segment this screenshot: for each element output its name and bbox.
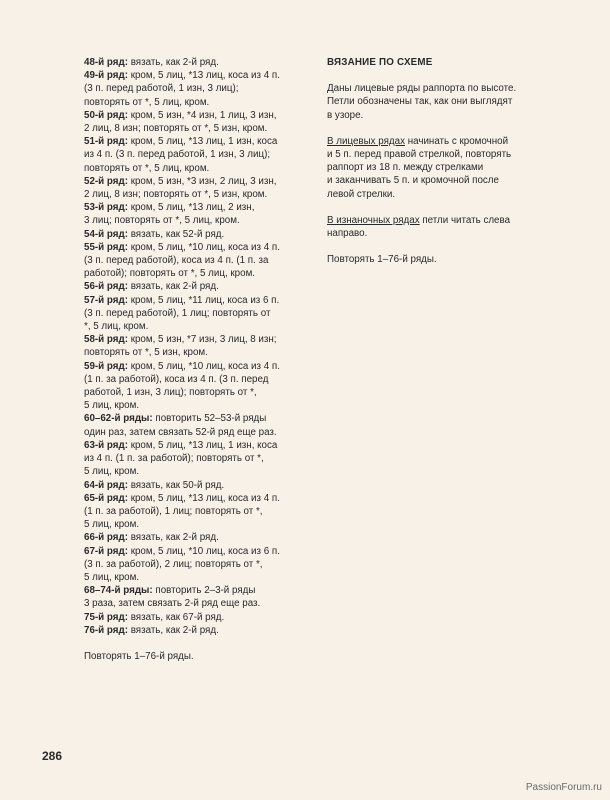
row-first-line	[84, 56, 324, 69]
pattern-row	[84, 69, 324, 109]
row-text: повторить 52–53-й ряды	[152, 413, 267, 425]
row-text: (1 п. за работой), 1 лиц; повторять от *,	[84, 505, 263, 517]
pattern-row	[84, 611, 324, 624]
row-label: 56-й ряд:	[84, 281, 128, 293]
row-text: 5 лиц, кром.	[84, 400, 140, 412]
right-side-rows-paragraph	[327, 135, 567, 201]
row-label: 49-й ряд:	[84, 70, 128, 82]
wrong-side-rows-label: В изнаночных рядах	[327, 214, 420, 226]
row-first-line	[84, 360, 324, 373]
rs-line-1: начинать с кромочной	[404, 135, 509, 147]
row-text: (1 п. за работой), коса из 4 п. (3 п. перед	[84, 373, 269, 385]
pattern-row	[84, 228, 324, 241]
watermark: PassionForum.ru	[525, 782, 602, 793]
row-text: кром, 5 лиц, *13 лиц, 1 изн, коса	[127, 136, 278, 148]
pattern-row	[84, 545, 324, 585]
row-line	[84, 214, 324, 227]
row-first-line	[84, 439, 324, 452]
row-line	[84, 188, 324, 201]
row-first-line	[84, 333, 324, 346]
row-text: 3 раза, затем связать 2-й ряд еще раз.	[84, 598, 261, 610]
row-text: повторять от *, 5 лиц, кром.	[84, 96, 210, 108]
pattern-row	[84, 479, 324, 492]
pattern-row	[84, 624, 324, 637]
row-line	[84, 307, 324, 320]
row-line	[84, 267, 324, 280]
row-text: (3 п. перед работой), коса из 4 п. (1 п. за	[84, 255, 269, 267]
intro-line-3: в узоре.	[327, 109, 364, 121]
spacer	[84, 637, 324, 650]
row-first-line	[84, 545, 324, 558]
row-first-line	[84, 201, 324, 214]
row-line	[84, 505, 324, 518]
row-text: вязать, как 2-й ряд.	[127, 281, 219, 293]
row-first-line	[84, 412, 324, 425]
row-text: *, 5 лиц, кром.	[84, 321, 149, 333]
row-text: кром, 5 изн, *4 изн, 1 лиц, 3 изн,	[127, 109, 277, 121]
row-first-line	[84, 492, 324, 505]
row-label: 68–74-й ряды:	[84, 585, 153, 597]
row-line	[84, 122, 324, 135]
row-text: кром, 5 лиц, *10 лиц, коса из 6 п.	[127, 545, 280, 557]
row-line	[84, 162, 324, 175]
row-text: 2 лиц, 8 изн; повторять от *, 5 изн, кром.	[84, 189, 268, 201]
row-first-line	[84, 135, 324, 148]
intro-line-1: Даны лицевые ряды раппорта по высоте.	[327, 83, 517, 95]
row-label: 67-й ряд:	[84, 545, 128, 557]
row-text: (3 п. перед работой, 1 изн, 3 лиц);	[84, 83, 239, 95]
row-line	[84, 96, 324, 109]
row-text: вязать, как 2-й ряд.	[127, 624, 219, 636]
row-first-line	[84, 479, 324, 492]
rs-line-4: и заканчивать 5 п. и кромочной после	[327, 175, 499, 187]
row-text: из 4 п. (1 п. за работой); повторять от *,	[84, 453, 264, 465]
row-text: вязать, как 67-й ряд.	[127, 611, 225, 623]
row-text: кром, 5 лиц, *13 лиц, коса из 4 п.	[127, 70, 280, 82]
row-text: кром, 5 лиц, *13 лиц, 2 изн,	[127, 202, 255, 214]
row-text: 5 лиц, кром.	[84, 571, 140, 583]
row-label: 64-й ряд:	[84, 479, 128, 491]
pattern-row	[84, 135, 324, 175]
row-text: кром, 5 лиц, *10 лиц, коса из 4 п.	[127, 241, 280, 253]
pattern-row	[84, 584, 324, 610]
pattern-row	[84, 294, 324, 334]
row-label: 63-й ряд:	[84, 439, 128, 451]
row-line	[84, 597, 324, 610]
row-line	[84, 386, 324, 399]
pattern-row	[84, 492, 324, 532]
left-footer-note: Повторять 1–76-й ряды.	[84, 650, 194, 662]
row-text: повторять от *, 5 изн, кром.	[84, 347, 208, 359]
left-column	[84, 56, 324, 663]
row-first-line	[84, 611, 324, 624]
row-label: 65-й ряд:	[84, 492, 128, 504]
right-column	[327, 56, 567, 279]
row-label: 52-й ряд:	[84, 175, 128, 187]
row-first-line	[84, 531, 324, 544]
row-text: 5 лиц, кром.	[84, 519, 140, 531]
row-label: 57-й ряд:	[84, 294, 128, 306]
row-label: 48-й ряд:	[84, 57, 128, 68]
row-line	[84, 426, 324, 439]
pattern-row	[84, 280, 324, 293]
row-line	[84, 465, 324, 478]
row-line	[84, 346, 324, 359]
row-label: 60–62-й ряды:	[84, 413, 153, 425]
row-line	[84, 399, 324, 412]
row-text: кром, 5 изн, *7 изн, 3 лиц, 8 изн;	[127, 334, 277, 346]
row-line	[84, 373, 324, 386]
repeat-note: Повторять 1–76-й ряды.	[327, 254, 437, 266]
row-text: из 4 п. (3 п. перед работой, 1 изн, 3 лиц);	[84, 149, 271, 161]
row-label: 55-й ряд:	[84, 241, 128, 253]
row-text: один раз, затем связать 52-й ряд еще раз.	[84, 426, 277, 438]
row-text: кром, 5 лиц, *11 лиц, коса из 6 п.	[127, 294, 280, 306]
pattern-row	[84, 56, 324, 69]
intro-paragraph	[327, 82, 567, 122]
row-label: 54-й ряд:	[84, 228, 128, 240]
row-text: вязать, как 50-й ряд.	[127, 479, 225, 491]
wrong-side-rows-paragraph	[327, 214, 567, 240]
pattern-row	[84, 201, 324, 227]
rs-line-5: левой стрелки.	[327, 188, 396, 200]
row-label: 53-й ряд:	[84, 202, 128, 214]
row-text: вязать, как 2-й ряд.	[127, 532, 219, 544]
rs-line-2: и 5 п. перед правой стрелкой, повторять	[327, 149, 512, 161]
row-label: 66-й ряд:	[84, 532, 128, 544]
row-label: 51-й ряд:	[84, 136, 128, 148]
row-first-line	[84, 175, 324, 188]
row-first-line	[84, 241, 324, 254]
pattern-row	[84, 360, 324, 413]
row-text: повторять от *, 5 лиц, кром.	[84, 162, 210, 174]
section-heading: ВЯЗАНИЕ ПО СХЕМЕ	[327, 57, 433, 68]
row-text: 5 лиц, кром.	[84, 466, 140, 478]
row-line	[84, 82, 324, 95]
row-text: 2 лиц, 8 изн; повторять от *, 5 изн, кром.	[84, 123, 268, 135]
row-label: 75-й ряд:	[84, 611, 128, 623]
ws-line-1: петли читать слева	[419, 214, 511, 226]
row-text: кром, 5 изн, *3 изн, 2 лиц, 3 изн,	[127, 175, 277, 187]
row-text: работой); повторять от *, 5 лиц, кром.	[84, 268, 256, 280]
row-first-line	[84, 584, 324, 597]
rs-line-3: раппорт из 18 п. между стрелками	[327, 162, 484, 174]
pattern-row	[84, 412, 324, 438]
row-first-line	[84, 624, 324, 637]
row-label: 50-й ряд:	[84, 109, 128, 121]
row-line	[84, 518, 324, 531]
row-line	[84, 254, 324, 267]
page-number: 286	[42, 749, 63, 763]
ws-line-2: направо.	[327, 228, 368, 240]
row-first-line	[84, 228, 324, 241]
row-text: кром, 5 лиц, *13 лиц, 1 изн, коса	[127, 439, 278, 451]
right-side-rows-label: В лицевых рядах	[327, 135, 405, 147]
row-text: (3 п. за работой), 2 лиц; повторять от *,	[84, 558, 263, 570]
pattern-row	[84, 333, 324, 359]
row-line	[84, 571, 324, 584]
row-text: 3 лиц; повторять от *, 5 лиц, кром.	[84, 215, 240, 227]
row-label: 58-й ряд:	[84, 334, 128, 346]
pattern-row	[84, 175, 324, 201]
row-text: (3 п. перед работой), 1 лиц; повторять от	[84, 307, 271, 319]
row-label: 76-й ряд:	[84, 624, 128, 636]
row-label: 59-й ряд:	[84, 360, 128, 372]
row-line	[84, 452, 324, 465]
row-text: вязать, как 52-й ряд.	[127, 228, 225, 240]
row-line	[84, 320, 324, 333]
pattern-row	[84, 241, 324, 281]
row-line	[84, 558, 324, 571]
pattern-row	[84, 109, 324, 135]
pattern-row	[84, 531, 324, 544]
row-text: кром, 5 лиц, *13 лиц, коса из 4 п.	[127, 492, 280, 504]
row-first-line	[84, 294, 324, 307]
row-text: вязать, как 2-й ряд.	[127, 57, 219, 68]
intro-line-2: Петли обозначены так, как они выглядят	[327, 96, 513, 108]
row-first-line	[84, 69, 324, 82]
row-first-line	[84, 280, 324, 293]
pattern-row	[84, 439, 324, 479]
row-line	[84, 148, 324, 161]
row-first-line	[84, 109, 324, 122]
row-text: повторить 2–3-й ряды	[152, 585, 256, 597]
row-text: кром, 5 лиц, *10 лиц, коса из 4 п.	[127, 360, 280, 372]
row-text: работой, 1 изн, 3 лиц); повторять от *,	[84, 387, 257, 399]
